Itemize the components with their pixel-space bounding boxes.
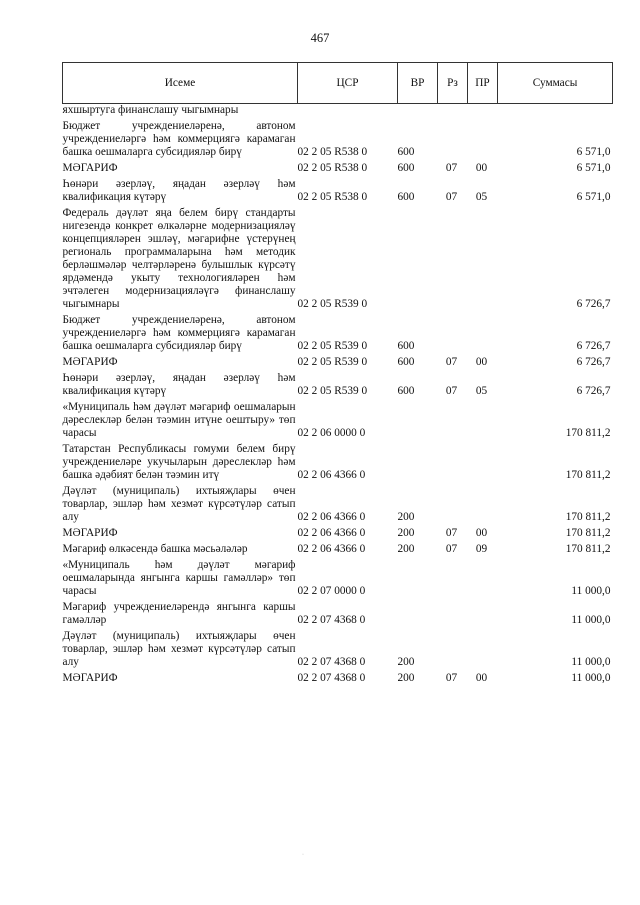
cell-name: МӘГАРИФ bbox=[62, 162, 118, 174]
table-row bbox=[63, 120, 613, 162]
cell-sum: 170 811,2 bbox=[565, 511, 611, 523]
table-row bbox=[63, 401, 613, 443]
table-row bbox=[63, 178, 613, 207]
cell-rz: 07 bbox=[445, 527, 458, 539]
cell-name: Дәүләт (муниципаль) ихтыяҗлары өчен товарлар, эшләр һәм хезмәт күрсәтүләр сатып алу bbox=[62, 630, 296, 668]
cell-vr: 200 bbox=[397, 527, 415, 539]
cell-rz: 07 bbox=[445, 356, 458, 368]
cell-rz: 07 bbox=[445, 162, 458, 174]
cell-name: Бюджет учреждениеләренә, автоном учреждениеләргә һәм коммерциягә карамаган башка оешмаларга субсидияләр бирү bbox=[62, 314, 296, 352]
cell-vr: 600 bbox=[397, 356, 415, 368]
cell-rz: 07 bbox=[445, 385, 458, 397]
cell-pr: 00 bbox=[475, 527, 488, 539]
cell-rz bbox=[438, 443, 468, 485]
cell-csr: 02 2 05 R538 0 bbox=[297, 162, 368, 174]
cell-pr bbox=[468, 401, 498, 443]
cell-csr: 02 2 05 R539 0 bbox=[297, 298, 368, 310]
cell-name: яхшыртуга финанслашу чыгымнары bbox=[62, 104, 239, 116]
table-row bbox=[63, 601, 613, 630]
table-row bbox=[63, 162, 613, 178]
cell-rz: 07 bbox=[445, 543, 458, 555]
cell-vr: 600 bbox=[397, 146, 415, 158]
cell-vr bbox=[398, 443, 438, 485]
cell-vr: 600 bbox=[397, 191, 415, 203]
cell-pr bbox=[468, 630, 498, 672]
cell-vr: 200 bbox=[397, 672, 415, 684]
scan-dot: · bbox=[302, 852, 304, 858]
table-row bbox=[63, 527, 613, 543]
table-row bbox=[63, 356, 613, 372]
cell-csr: 02 2 07 4368 0 bbox=[297, 672, 366, 684]
cell-sum: 11 000,0 bbox=[571, 672, 611, 684]
cell-csr: 02 2 07 4368 0 bbox=[297, 656, 366, 668]
cell-sum: 6 726,7 bbox=[576, 385, 611, 397]
cell-pr: 00 bbox=[475, 162, 488, 174]
cell-csr: 02 2 05 R539 0 bbox=[297, 340, 368, 352]
cell-name: Һөнәри әзерләү, яңадан әзерләү һәм квалификация күтәрү bbox=[62, 372, 296, 397]
cell-csr: 02 2 06 4366 0 bbox=[297, 511, 366, 523]
cell-name: Бюджет учреждениеләренә, автоном учреждениеләргә һәм коммерциягә карамаган башка оешмаларга субсидияләр бирү bbox=[62, 120, 296, 158]
cell-csr: 02 2 05 R539 0 bbox=[297, 385, 368, 397]
cell-name: Федераль дәүләт яңа белем бирү стандарты нигезендә конкрет өлкәләрне модернизацияләү концепцияләрен эшләү, мәгарифне үстерүнең региональ программаларына һәм методик берләшмәләр челтәрләренә булышлык күрсәтү ярдәмендә укыту технологияләрен һәм эчтәлеген модернизацияләүгә финанслашу чыгымнары bbox=[62, 207, 296, 310]
cell-csr: 02 2 05 R539 0 bbox=[297, 356, 368, 368]
table-row bbox=[63, 314, 613, 356]
table-row bbox=[63, 559, 613, 601]
column-header-sum: Суммасы bbox=[498, 63, 613, 104]
cell-csr: 02 2 06 4366 0 bbox=[297, 543, 366, 555]
budget-table bbox=[62, 62, 613, 688]
cell-name: Мәгариф учреждениеләрендә янгынга каршы гамәлләр bbox=[62, 601, 296, 626]
cell-name: Дәүләт (муниципаль) ихтыяҗлары өчен товарлар, эшләр һәм хезмәт күрсәтүләр сатып алу bbox=[62, 485, 296, 523]
cell-name: «Муниципаль һәм дәүләт мәгариф оешмаларында янгынга каршы гамәлләр» төп чарасы bbox=[62, 559, 296, 597]
cell-sum: 6 571,0 bbox=[576, 146, 611, 158]
cell-pr: 05 bbox=[475, 191, 488, 203]
cell-sum: 170 811,2 bbox=[565, 527, 611, 539]
table-row bbox=[63, 672, 613, 688]
table-row bbox=[63, 104, 613, 121]
cell-rz bbox=[438, 559, 468, 601]
cell-sum: 11 000,0 bbox=[571, 656, 611, 668]
cell-pr: 00 bbox=[475, 672, 488, 684]
cell-rz bbox=[438, 401, 468, 443]
column-header-name: Исеме bbox=[63, 63, 298, 104]
cell-csr: 02 2 05 R538 0 bbox=[297, 191, 368, 203]
cell-rz: 07 bbox=[445, 191, 458, 203]
cell-rz bbox=[438, 104, 468, 121]
cell-csr: 02 2 05 R538 0 bbox=[297, 146, 368, 158]
cell-pr: 05 bbox=[475, 385, 488, 397]
cell-rz bbox=[438, 120, 468, 162]
column-header-csr: ЦСР bbox=[298, 63, 398, 104]
table-header-row bbox=[63, 63, 613, 104]
cell-pr bbox=[468, 207, 498, 314]
cell-csr: 02 2 07 4368 0 bbox=[297, 614, 366, 626]
cell-name: МӘГАРИФ bbox=[62, 527, 118, 539]
cell-vr: 600 bbox=[397, 162, 415, 174]
table-row bbox=[63, 443, 613, 485]
cell-name: МӘГАРИФ bbox=[62, 356, 118, 368]
cell-name: Мәгариф өлкәсендә башка мәсьәләләр bbox=[62, 543, 248, 555]
cell-vr bbox=[398, 401, 438, 443]
cell-vr bbox=[398, 559, 438, 601]
table-row bbox=[63, 207, 613, 314]
cell-vr: 200 bbox=[397, 543, 415, 555]
cell-sum: 6 571,0 bbox=[576, 162, 611, 174]
cell-rz bbox=[438, 485, 468, 527]
cell-sum: 170 811,2 bbox=[565, 543, 611, 555]
cell-pr bbox=[468, 485, 498, 527]
cell-rz bbox=[438, 207, 468, 314]
cell-rz: 07 bbox=[445, 672, 458, 684]
cell-name: МӘГАРИФ bbox=[62, 672, 118, 684]
cell-name: «Муниципаль һәм дәүләт мәгариф оешмаларын дәреслекләр белән тәэмин итүне оештыру» төп чарасы bbox=[62, 401, 296, 439]
cell-vr: 600 bbox=[397, 385, 415, 397]
column-header-pr: ПР bbox=[468, 63, 498, 104]
table-row bbox=[63, 630, 613, 672]
cell-sum bbox=[498, 104, 613, 121]
cell-csr bbox=[298, 104, 398, 121]
cell-sum: 6 726,7 bbox=[576, 340, 611, 352]
page-number: 467 bbox=[310, 31, 330, 45]
cell-pr: 00 bbox=[475, 356, 488, 368]
cell-rz bbox=[438, 601, 468, 630]
cell-csr: 02 2 06 4366 0 bbox=[297, 469, 366, 481]
cell-pr bbox=[468, 120, 498, 162]
cell-pr bbox=[468, 601, 498, 630]
cell-csr: 02 2 06 0000 0 bbox=[297, 427, 366, 439]
cell-pr bbox=[468, 559, 498, 601]
cell-sum: 170 811,2 bbox=[565, 427, 611, 439]
cell-sum: 170 811,2 bbox=[565, 469, 611, 481]
cell-vr bbox=[398, 104, 438, 121]
cell-pr bbox=[468, 104, 498, 121]
cell-name: Һөнәри әзерләү, яңадан әзерләү һәм квалификация күтәрү bbox=[62, 178, 296, 203]
cell-csr: 02 2 06 4366 0 bbox=[297, 527, 366, 539]
cell-pr: 09 bbox=[475, 543, 488, 555]
cell-sum: 6 726,7 bbox=[576, 298, 611, 310]
cell-sum: 11 000,0 bbox=[571, 585, 611, 597]
cell-csr: 02 2 07 0000 0 bbox=[297, 585, 366, 597]
cell-vr: 200 bbox=[397, 656, 415, 668]
table-row bbox=[63, 543, 613, 559]
cell-vr bbox=[398, 601, 438, 630]
cell-sum: 11 000,0 bbox=[571, 614, 611, 626]
cell-vr: 600 bbox=[397, 340, 415, 352]
cell-rz bbox=[438, 314, 468, 356]
cell-vr: 200 bbox=[397, 511, 415, 523]
cell-name: Татарстан Республикасы гомуми белем бирү учреждениеләре укучыларын дәреслекләр һәм башка әдәбият белән тәэмин итү bbox=[62, 443, 296, 481]
cell-sum: 6 726,7 bbox=[576, 356, 611, 368]
cell-pr bbox=[468, 314, 498, 356]
column-header-vr: ВР bbox=[398, 63, 438, 104]
table-row bbox=[63, 372, 613, 401]
cell-vr bbox=[398, 207, 438, 314]
table-row bbox=[63, 485, 613, 527]
cell-sum: 6 571,0 bbox=[576, 191, 611, 203]
column-header-rz: Рз bbox=[438, 63, 468, 104]
cell-rz bbox=[438, 630, 468, 672]
cell-pr bbox=[468, 443, 498, 485]
